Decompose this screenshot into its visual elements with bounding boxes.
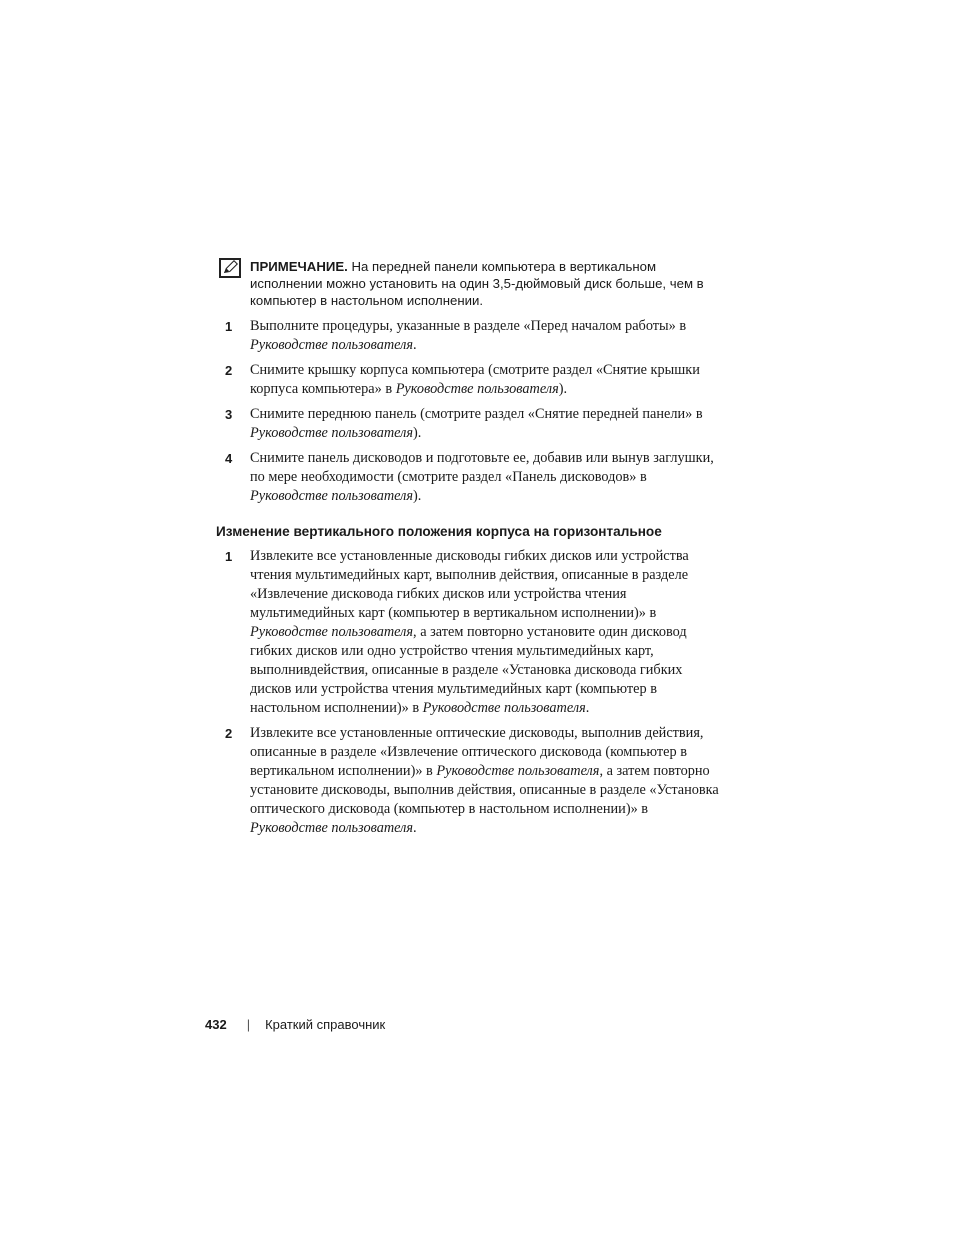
- step-text: Снимите крышку корпуса компьютера (смотрите раздел «Снятие крышки корпуса компьютера» в Руководстве пользователя).: [250, 362, 700, 397]
- page-footer: [205, 1016, 385, 1034]
- note-block: [219, 258, 719, 309]
- step-number: 4: [225, 451, 233, 466]
- step-item: [225, 547, 725, 718]
- step-text: Снимите переднюю панель (смотрите раздел «Снятие передней панели» в Руководстве пользователя).: [250, 406, 703, 441]
- step-item: [225, 449, 725, 506]
- note-pencil-icon: [219, 258, 241, 278]
- step-item: [225, 405, 725, 443]
- step-item: [225, 724, 725, 838]
- section-heading: Изменение вертикального положения корпуса на горизонтальное: [216, 524, 662, 539]
- guide-reference: Руководстве пользователя: [395, 381, 559, 397]
- guide-reference: Руководстве пользователя: [422, 700, 586, 716]
- guide-reference: Руководстве пользователя: [250, 425, 414, 441]
- note-text: [250, 258, 719, 309]
- guide-reference: Руководстве пользователя: [250, 624, 414, 640]
- note-body: На передней панели компьютера в вертикальном исполнении можно установить на один 3,5-дюймовый диск больше, чем в компьютер в настольном исполнении.: [250, 259, 704, 308]
- step-text: Снимите панель дисководов и подготовьте ее, добавив или вынув заглушки, по мере необходимости (смотрите раздел «Панель дисководов» в Руководстве пользователя).: [250, 450, 714, 504]
- footer-separator: |: [246, 1017, 251, 1032]
- step-number: 1: [225, 549, 233, 564]
- footer-title: Краткий справочник: [265, 1017, 386, 1032]
- page-number: 432: [205, 1017, 227, 1032]
- guide-reference: Руководстве пользователя: [436, 763, 600, 779]
- step-number: 2: [225, 363, 233, 378]
- step-number: 2: [225, 726, 233, 741]
- guide-reference: Руководстве пользователя: [250, 820, 414, 836]
- step-text: Извлеките все установленные оптические дисководы, выполнив действия, описанные в разделе «Извлечение оптического дисковода (компьютер в вертикальном исполнении)» в Руководстве пользователя, а затем повторно установите дисководы, выполнив действия, описанные в разделе «Установка оптического дисковода (компьютер в настольном исполнении)» в Руководстве пользователя.: [250, 725, 719, 836]
- steps-list-2: [225, 547, 725, 844]
- step-text: Выполните процедуры, указанные в разделе «Перед началом работы» в Руководстве пользователя.: [250, 318, 687, 353]
- step-text: Извлеките все установленные дисководы гибких дисков или устройства чтения мультимедийных карт, выполнив действия, описанные в разделе «Извлечение дисковода гибких дисков или устройства чтения мультимедийных карт (компьютер в вертикальном исполнении)» в Руководстве пользователя, а затем повторно установите один дисковод гибких дисков или одно устройство чтения мультимедийных карт, выполнивдействия, описанные в разделе «Установка дисковода гибких дисков или устройства чтения мультимедийных карт (компьютер в настольном исполнении)» в Руководстве пользователя.: [250, 548, 689, 716]
- guide-reference: Руководстве пользователя: [250, 488, 414, 504]
- guide-reference: Руководстве пользователя: [250, 337, 414, 353]
- steps-list-1: [225, 317, 725, 512]
- step-item: [225, 361, 725, 399]
- step-number: 3: [225, 407, 233, 422]
- note-label: ПРИМЕЧАНИЕ.: [250, 259, 348, 274]
- step-item: [225, 317, 725, 355]
- step-number: 1: [225, 319, 233, 334]
